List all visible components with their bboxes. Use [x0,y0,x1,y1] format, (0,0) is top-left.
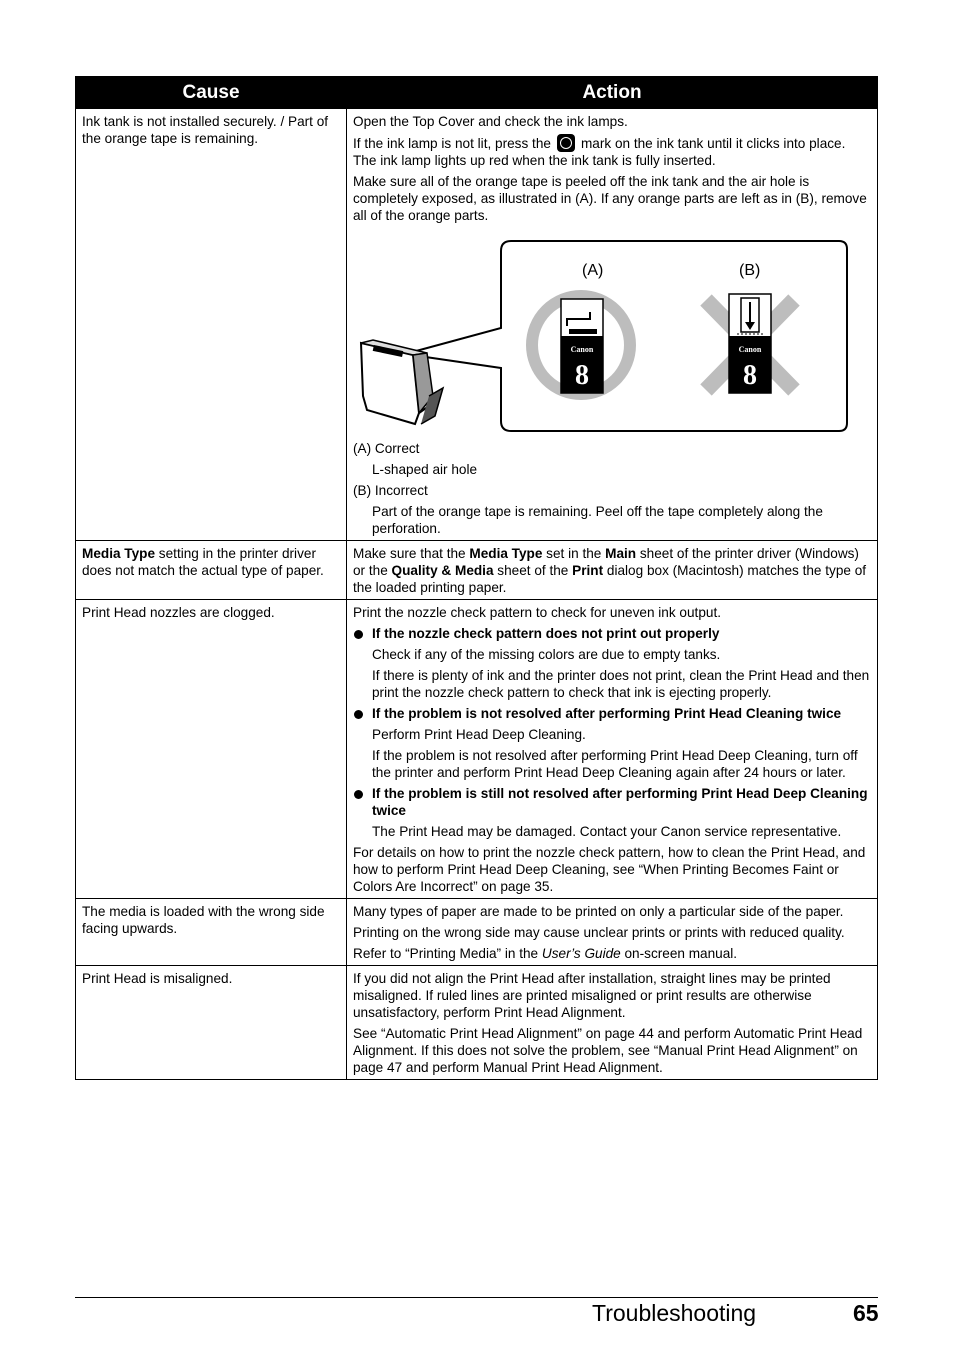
bullet-heading: If the problem is not resolved after performing Print Head Cleaning twice [353,705,871,722]
action-header: Action [347,77,878,109]
cause-bold: Media Type [82,546,156,561]
action-cell [347,109,878,541]
action-text: See “Automatic Print Head Alignment” on page 44 and perform Automatic Print Head Alignment. If this does not solve the problem, see “Manual Print Head Alignment” on page 47 and perform Manual Print Head Alignment. [353,1026,863,1075]
ink-tank-illustration-svg [353,228,873,440]
figure-label-b: (B) [739,262,761,279]
action-text-part: sheet of the printer driver (Windows) or the [353,546,859,578]
table-row [76,966,878,1080]
action-text [353,545,871,596]
cause-cell [76,541,347,600]
table-row [76,899,878,966]
action-text: Check if any of the missing colors are due to empty tanks. [372,647,721,662]
cause-text: Print Head is misaligned. [82,971,233,986]
action-text: For details on how to print the nozzle check pattern, how to clean the Print Head, and how to perform Print Head Deep Cleaning, see “When Printing Becomes Faint or Colors Are Incorrect” on page 35. [353,845,866,894]
footer-section-title: Troubleshooting [592,1300,757,1326]
action-text-part: If the ink lamp is not lit, press the [353,136,551,151]
action-text: Perform Print Head Deep Cleaning. [372,727,586,742]
cause-text: Print Head nozzles are clogged. [82,605,275,620]
bullet-heading: If the problem is still not resolved after performing Print Head Deep Cleaning twice [353,785,871,819]
caption-b: (B) Incorrect [353,483,428,498]
bullet-heading: If the nozzle check pattern does not print out properly [353,625,871,642]
action-text-part: Refer to “Printing Media” in the [353,946,542,961]
cause-text: The media is loaded with the wrong side facing upwards. [82,904,325,936]
action-cell [347,966,878,1080]
cause-text: Ink tank is not installed securely. / Part of the orange tape is remaining. [82,114,329,146]
tank-number-label: 8 [575,360,589,391]
action-text: If you did not align the Print Head after installation, straight lines may be printed misaligned. If ruled lines are printed misaligned or print results are otherwise unsatisfactory, perform Print Head Alignment. [353,971,831,1020]
page-number: 65 [853,1300,879,1326]
action-text-part: on-screen manual. [620,946,738,961]
footer-divider [75,1297,878,1298]
action-text [353,945,871,962]
action-bold: Quality & Media [391,563,494,578]
table-row [76,600,878,899]
cause-cell [76,966,347,1080]
push-mark-icon [557,134,575,152]
action-text [353,134,871,169]
action-cell [347,899,878,966]
action-text-part: set in the [542,546,606,561]
cause-header: Cause [76,77,347,109]
action-cell [347,541,878,600]
action-text: Printing on the wrong side may cause unclear prints or prints with reduced quality. [353,925,845,940]
action-text: Print the nozzle check pattern to check for uneven ink output. [353,605,722,620]
action-bold: Media Type [469,546,543,561]
troubleshooting-table [75,76,878,1080]
caption-a-detail: L-shaped air hole [372,462,478,477]
cause-cell [76,600,347,899]
action-text: The Print Head may be damaged. Contact your Canon service representative. [372,824,842,839]
cause-text-part: setting in the printer driver does not match the actual type of paper. [82,546,324,578]
cause-cell [76,899,347,966]
ink-tank-illustration [353,228,871,440]
action-text: If there is plenty of ink and the printer does not print, clean the Print Head and then print the nozzle check pattern to check that ink is ejecting properly. [372,668,870,700]
action-text: Make sure all of the orange tape is peeled off the ink tank and the air hole is completely exposed, as illustrated in (A). If any orange parts are left as in (B), remove all of the orange parts. [353,174,867,223]
cause-cell [76,109,347,541]
action-text: If the problem is not resolved after performing Print Head Deep Cleaning, turn off the printer and perform Print Head Deep Cleaning again after 24 hours or later. [372,748,858,780]
caption-b-detail: Part of the orange tape is remaining. Peel off the tape completely along the perforation. [372,504,823,536]
tank-number-label: 8 [743,360,757,391]
action-bold: Main [605,546,637,561]
table-row [76,109,878,541]
action-text-part: Make sure that the [353,546,470,561]
action-text-part: dialog box (Macintosh) matches the type of the loaded printing paper. [353,563,867,595]
figure-label-a: (A) [582,262,604,279]
caption-a: (A) Correct [353,441,420,456]
action-bold: Print [572,563,604,578]
action-cell [347,600,878,899]
cause-text [82,545,340,579]
table-header-row [76,77,878,109]
tank-brand-label: Canon [738,345,762,354]
action-italic: User’s Guide [541,946,621,961]
tank-brand-label: Canon [570,345,594,354]
action-text: Many types of paper are made to be printed on only a particular side of the paper. [353,904,844,919]
table-row [76,541,878,600]
action-text: Open the Top Cover and check the ink lamps. [353,114,628,129]
action-text-part: mark on the ink tank until it clicks into place. The ink lamp lights up red when the ink tank is fully inserted. [353,136,846,168]
action-text-part: sheet of the [493,563,573,578]
